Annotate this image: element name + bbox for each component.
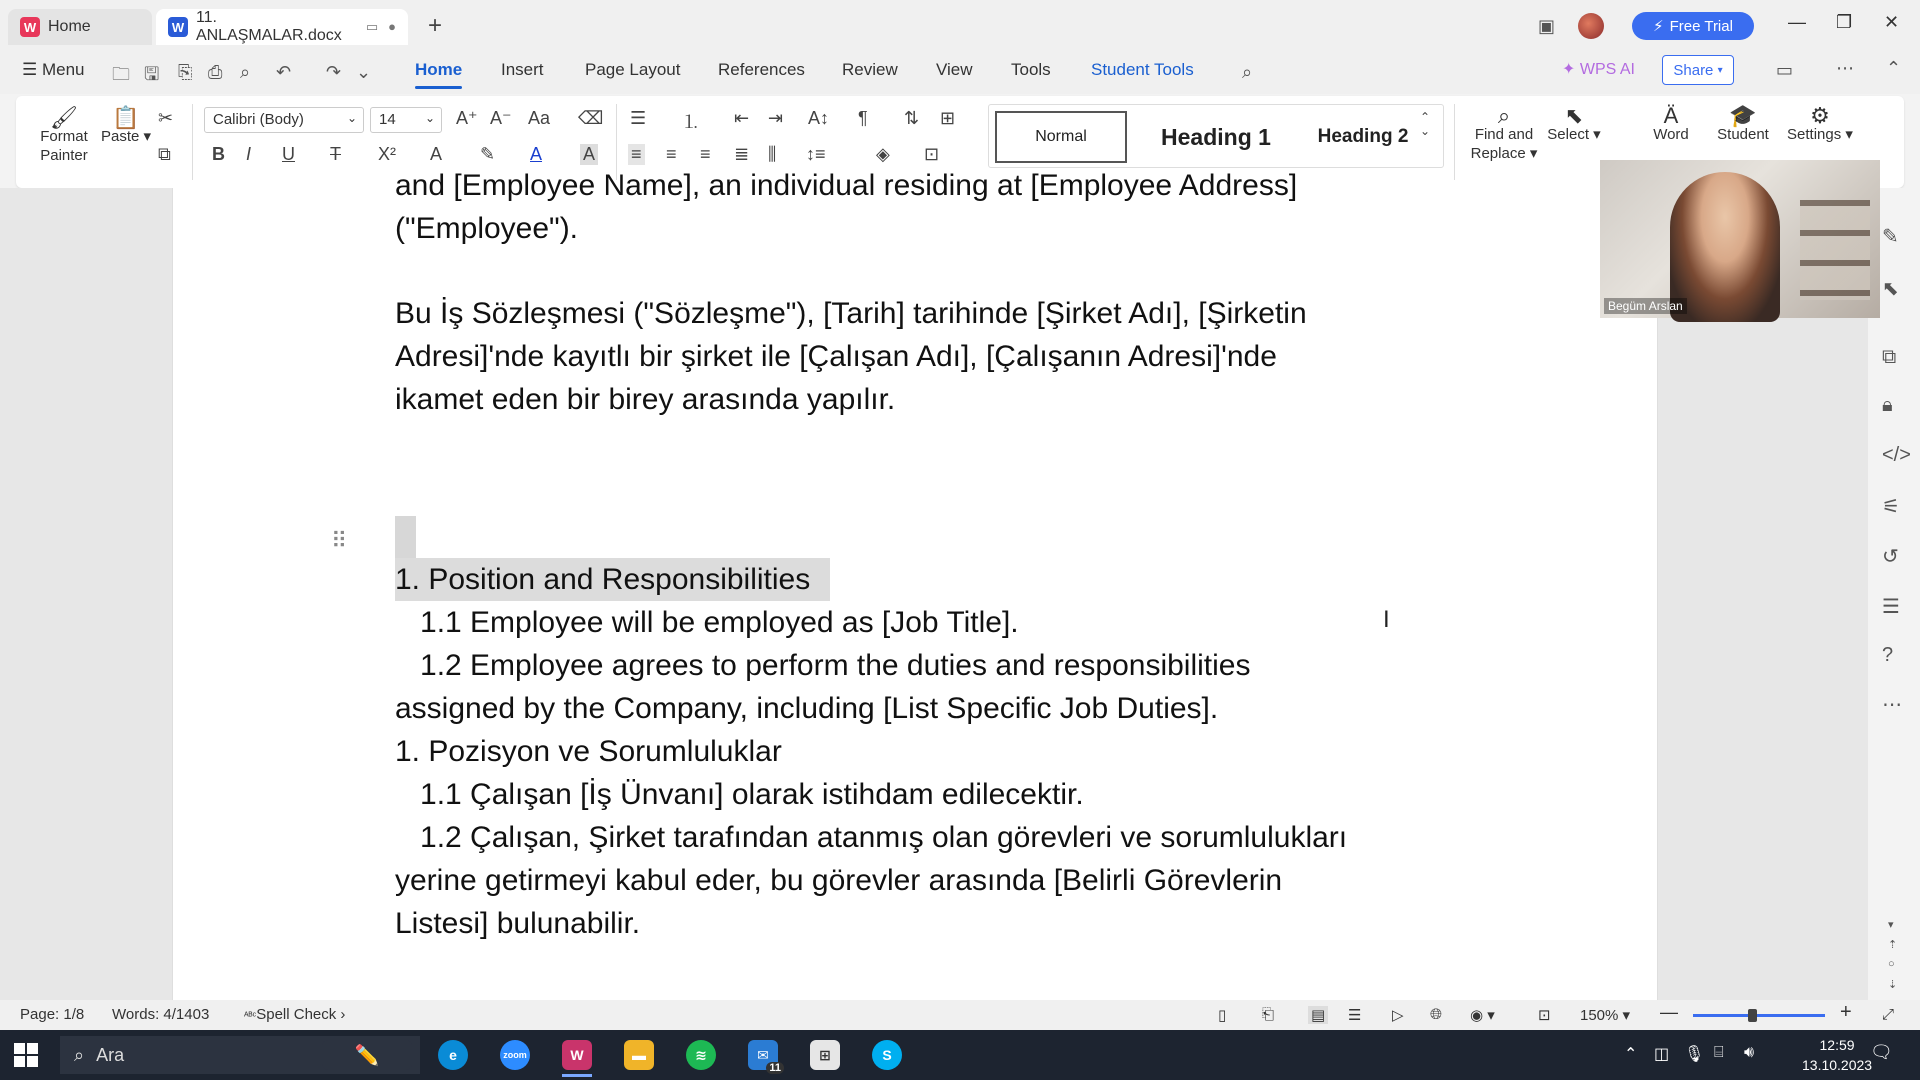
style-heading-2[interactable] bbox=[1295, 111, 1431, 163]
outline-icon[interactable]: ☰ bbox=[1882, 596, 1900, 618]
shrink-font-icon[interactable]: A⁻ bbox=[490, 108, 512, 128]
style-heading-1[interactable] bbox=[1141, 111, 1291, 163]
spotify-icon[interactable]: ≋ bbox=[686, 1040, 716, 1070]
doc-line: and [Employee Name], an individual residing at [Employee Address] bbox=[395, 169, 1298, 202]
history-icon[interactable]: ↺ bbox=[1882, 546, 1899, 568]
menu-label: Menu bbox=[41, 60, 85, 79]
bold-icon[interactable]: B bbox=[212, 144, 225, 164]
page-view-icon[interactable]: ▤ bbox=[1308, 1006, 1328, 1024]
collapse-ribbon-icon[interactable]: ⌃ bbox=[1886, 58, 1902, 78]
status-bar bbox=[0, 1000, 1920, 1030]
settings-label: Settings bbox=[1787, 126, 1842, 143]
styles-scroll-icon[interactable]: ⌃ ⌄ bbox=[1420, 110, 1431, 138]
taskbar-search-placeholder: Ara bbox=[96, 1044, 125, 1065]
font-size-select[interactable] bbox=[370, 107, 442, 133]
title-bar bbox=[0, 0, 1920, 52]
format-painter-button[interactable] bbox=[34, 105, 94, 165]
distributed-icon[interactable]: ⫼ bbox=[768, 144, 777, 164]
tab-tools[interactable]: Tools bbox=[1011, 60, 1051, 79]
style-normal-label: Normal bbox=[1035, 128, 1087, 145]
font-size-value: 14 bbox=[379, 111, 396, 128]
tab-stops-icon[interactable]: ⊞ bbox=[940, 108, 956, 128]
brush-icon: 🖌 bbox=[50, 105, 78, 130]
find-replace-button[interactable]: ⌕ Find and Replace ▾ bbox=[1456, 106, 1552, 163]
text-direction-icon[interactable]: A↕ bbox=[808, 108, 830, 128]
underline-icon[interactable]: U bbox=[282, 144, 295, 164]
fullscreen-icon[interactable]: ⤢ bbox=[1882, 1006, 1895, 1023]
doc-line: Bu İş Sözleşmesi ("Sözleşme"), [Tarih] tarihinde [Şirket Adı], [Şirketin bbox=[395, 297, 1307, 330]
word-label: Word bbox=[1653, 126, 1689, 143]
select-label: Select bbox=[1547, 126, 1589, 143]
char-shading-icon[interactable]: A bbox=[580, 144, 598, 165]
network-icon[interactable]: ⌸ bbox=[1714, 1044, 1724, 1061]
text-effect-icon[interactable]: A bbox=[430, 144, 443, 164]
windows-taskbar bbox=[0, 1030, 1920, 1080]
notification-icon[interactable]: 🗨︎ bbox=[1870, 1042, 1893, 1062]
word-icon: Ä bbox=[1663, 103, 1679, 128]
edge-icon[interactable]: e bbox=[438, 1040, 468, 1070]
doc-line: ikamet eden bir birey arasında yapılır. bbox=[395, 383, 896, 416]
doc-line: 1.1 Employee will be employed as [Job Title]. bbox=[395, 606, 1019, 639]
document-area bbox=[0, 169, 1880, 1000]
print-layout-icon[interactable]: ⎗ bbox=[1262, 1006, 1275, 1023]
spell-check-icon: ᴬᴮᶜ bbox=[244, 1011, 257, 1022]
styles-gallery bbox=[988, 104, 1444, 168]
zoom-slider-thumb[interactable] bbox=[1748, 1009, 1757, 1022]
search-icon[interactable]: ⌕ bbox=[1242, 62, 1253, 82]
zoom-in-button[interactable]: + bbox=[1840, 1001, 1852, 1023]
scroll-down-icon[interactable]: ▾ bbox=[1888, 919, 1894, 931]
spell-check-button[interactable]: ᴬᴮᶜSpell Check › bbox=[244, 1006, 346, 1023]
browse-object-icon[interactable]: ○ bbox=[1888, 958, 1895, 970]
italic-icon[interactable]: I bbox=[246, 144, 252, 164]
doc-line: 1.2 Employee agrees to perform the duties and responsibilities bbox=[395, 649, 1251, 682]
page-indicator[interactable]: Page: 1/8 bbox=[20, 1006, 85, 1023]
more-icon[interactable]: ⋯ bbox=[1882, 694, 1902, 716]
wps-logo-icon: W bbox=[20, 17, 40, 37]
doc-line: 1.1 Çalışan [İş Ünvanı] olarak istihdam edilecektir. bbox=[395, 778, 1084, 811]
tab-review[interactable]: Review bbox=[842, 60, 898, 79]
select-pointer-icon[interactable]: ⬉ bbox=[1882, 278, 1899, 300]
save-icon[interactable]: 🖫 bbox=[144, 64, 160, 84]
tab-insert[interactable]: Insert bbox=[501, 60, 544, 79]
weather-widget-icon: ✏️ bbox=[354, 1044, 380, 1067]
align-center-icon[interactable]: ≡ bbox=[666, 144, 677, 164]
grow-font-icon[interactable]: A⁺ bbox=[456, 108, 478, 128]
hamburger-icon: ☰ bbox=[22, 60, 38, 79]
style-heading-1-label: Heading 1 bbox=[1161, 123, 1271, 150]
align-right-icon[interactable]: ≡ bbox=[700, 144, 711, 164]
doc-line: assigned by the Company, including [List Specific Job Duties]. bbox=[395, 692, 1219, 725]
magnifier-icon: ⌕ bbox=[1497, 103, 1511, 128]
camera-icon[interactable]: ◫ bbox=[1654, 1046, 1670, 1063]
comment-icon[interactable]: ▭ bbox=[1776, 60, 1794, 80]
search-icon: ⌕ bbox=[74, 1044, 85, 1065]
style-heading-2-label: Heading 2 bbox=[1317, 126, 1409, 147]
volume-icon[interactable]: 🔊︎ bbox=[1744, 1044, 1755, 1061]
mail-icon[interactable]: ✉ 11 bbox=[748, 1040, 778, 1070]
menu-button[interactable] bbox=[22, 60, 85, 80]
free-trial-label: Free Trial bbox=[1669, 17, 1733, 35]
prev-page-icon[interactable]: ⇡ bbox=[1888, 939, 1898, 951]
free-trial-button[interactable] bbox=[1632, 12, 1754, 40]
chevron-down-icon: ▾ bbox=[1717, 64, 1723, 76]
settings-icon: ⚙ bbox=[1810, 103, 1830, 128]
store-icon[interactable]: ⊞ bbox=[810, 1040, 840, 1070]
strikethrough-icon[interactable]: T bbox=[330, 144, 341, 164]
clock-date: 13.10.2023 bbox=[1802, 1057, 1873, 1073]
numbering-icon[interactable]: ⒈ bbox=[682, 112, 700, 132]
windows-start-button[interactable] bbox=[14, 1043, 38, 1067]
drag-handle-icon[interactable]: ⠿ bbox=[331, 528, 346, 553]
read-mode-icon[interactable]: ▯ bbox=[1218, 1007, 1227, 1024]
zoom-select[interactable]: 150% ▾ bbox=[1580, 1007, 1631, 1024]
restore-button[interactable]: ❐ bbox=[1836, 12, 1853, 32]
tab-home[interactable] bbox=[8, 9, 152, 45]
export-icon[interactable]: ⎘ bbox=[178, 62, 193, 82]
tab-references[interactable]: References bbox=[718, 60, 805, 79]
unsaved-dot-icon[interactable]: ● bbox=[388, 19, 396, 34]
doc-line: Adresi]'nde kayıtlı bir şirket ile [Çalışan Adı], [Çalışanın Adresi]'nde bbox=[395, 340, 1277, 373]
settings-button[interactable]: ⚙ Settings ▾ bbox=[1780, 106, 1860, 144]
tab-view[interactable]: View bbox=[936, 60, 973, 79]
edit-icon[interactable]: ✎ bbox=[1882, 226, 1899, 248]
participant-name: Begüm Arslan bbox=[1604, 298, 1687, 314]
print-icon[interactable]: ⎙ bbox=[208, 62, 223, 82]
wps-ai-label: WPS AI bbox=[1579, 61, 1635, 78]
section-heading-en: 1. Position and Responsibilities bbox=[395, 558, 830, 601]
chevron-down-icon: ⌄ bbox=[424, 111, 435, 125]
wps-office-icon[interactable]: W bbox=[562, 1040, 592, 1070]
copy-panel-icon[interactable]: ⧉ bbox=[1882, 346, 1897, 368]
clipboard-icon: 📋 bbox=[112, 105, 140, 130]
more-icon[interactable]: ⋯ bbox=[1836, 58, 1854, 78]
clock-time: 12:59 bbox=[1819, 1037, 1855, 1053]
share-button[interactable] bbox=[1662, 55, 1734, 85]
new-tab-button[interactable]: + bbox=[428, 12, 443, 39]
tab-home-label: Home bbox=[48, 18, 91, 35]
zoom-icon[interactable]: zoom bbox=[500, 1040, 530, 1070]
zoom-value: 150% bbox=[1580, 1007, 1619, 1024]
selection-empty-line bbox=[395, 516, 416, 558]
monitor-icon[interactable]: ▭ bbox=[365, 19, 379, 34]
chevron-down-icon: ⌄ bbox=[346, 111, 357, 125]
outline-view-icon[interactable]: ☰ bbox=[1348, 1007, 1362, 1024]
find-replace-line2: Replace bbox=[1470, 145, 1526, 162]
student-label: Student bbox=[1717, 126, 1769, 143]
next-page-icon[interactable]: ⇣ bbox=[1888, 979, 1898, 991]
play-icon[interactable]: ▷ bbox=[1392, 1007, 1404, 1024]
font-name-select[interactable] bbox=[204, 107, 364, 133]
taskbar-widget[interactable] bbox=[322, 1040, 412, 1070]
document-page[interactable] bbox=[172, 169, 1658, 1000]
code-icon[interactable]: </> bbox=[1882, 444, 1911, 466]
select-button[interactable]: ⬉ Select ▾ bbox=[1538, 106, 1610, 144]
decrease-indent-icon[interactable]: ⇤ bbox=[734, 108, 750, 128]
zoom-slider[interactable] bbox=[1693, 1014, 1825, 1017]
file-explorer-icon[interactable]: ▬ bbox=[624, 1040, 654, 1070]
doc-line: Listesi] bulunabilir. bbox=[395, 907, 641, 940]
change-case-icon[interactable]: Aa bbox=[528, 108, 551, 128]
word-count[interactable]: Words: 4/1403 bbox=[112, 1006, 210, 1023]
paragraph-mark-icon[interactable]: ¶ bbox=[858, 108, 868, 128]
doc-line: yerine getirmeyi kabul eder, bu görevler arasında [Belirli Görevlerin bbox=[395, 864, 1283, 897]
divider bbox=[192, 104, 193, 180]
divider bbox=[1454, 104, 1455, 180]
sliders-icon[interactable]: ⚟ bbox=[1882, 496, 1900, 518]
bullets-icon[interactable]: ☰ bbox=[630, 108, 647, 128]
clear-format-icon[interactable]: ⌫ bbox=[578, 108, 604, 128]
find-replace-line1: Find and bbox=[1474, 126, 1534, 143]
close-button[interactable]: ✕ bbox=[1884, 12, 1900, 32]
word-count-button[interactable] bbox=[1636, 103, 1706, 144]
justify-icon[interactable]: ≣ bbox=[734, 144, 750, 164]
customize-chevron-icon[interactable]: ⌄ bbox=[356, 62, 372, 82]
share-label: Share bbox=[1673, 61, 1714, 79]
shading-icon[interactable]: ◈ bbox=[876, 144, 890, 164]
doc-line: 1.2 Çalışan, Şirket tarafından atanmış olan görevleri ve sorumlulukları bbox=[395, 821, 1348, 854]
font-name-value: Calibri (Body) bbox=[213, 111, 304, 128]
fit-page-icon[interactable]: ⊡ bbox=[1538, 1007, 1551, 1024]
spell-check-label: Spell Check bbox=[256, 1006, 337, 1023]
paste-button[interactable]: 📋 Paste ▾ bbox=[96, 108, 156, 146]
system-clock[interactable] bbox=[1802, 1035, 1872, 1075]
minimize-button[interactable]: — bbox=[1788, 12, 1806, 32]
open-folder-icon[interactable]: 🗀 bbox=[112, 64, 130, 84]
borders-icon[interactable]: ⊡ bbox=[924, 144, 940, 164]
lock-icon[interactable]: 🔒︎ bbox=[1882, 394, 1893, 416]
microphone-icon[interactable]: 🎙︎ bbox=[1684, 1046, 1705, 1063]
eye-protection-icon[interactable]: ◉ ▾ bbox=[1470, 1007, 1495, 1024]
student-button[interactable] bbox=[1706, 103, 1780, 144]
skype-icon[interactable]: S bbox=[872, 1040, 902, 1070]
tab-home-menu[interactable]: Home bbox=[415, 60, 463, 79]
video-call-thumbnail[interactable] bbox=[1600, 160, 1880, 318]
word-doc-icon: W bbox=[168, 17, 188, 37]
format-painter-line2: Painter bbox=[40, 147, 88, 164]
sort-icon[interactable]: ⇅ bbox=[904, 108, 920, 128]
web-layout-icon[interactable]: 🌐︎ bbox=[1430, 1006, 1443, 1023]
zoom-out-button[interactable]: — bbox=[1660, 1002, 1678, 1022]
tab-student-tools[interactable]: Student Tools bbox=[1091, 60, 1194, 79]
increase-indent-icon[interactable]: ⇥ bbox=[768, 108, 784, 128]
align-left-icon[interactable]: ≡ bbox=[628, 144, 645, 165]
copy-icon[interactable]: ⧉ bbox=[158, 144, 171, 164]
style-normal[interactable] bbox=[995, 111, 1127, 163]
avatar[interactable] bbox=[1578, 12, 1604, 40]
help-icon[interactable]: ? bbox=[1882, 644, 1894, 666]
doc-line: ("Employee"). bbox=[395, 212, 579, 245]
superscript-icon[interactable]: X² bbox=[378, 144, 396, 164]
wps-ai-icon: ✦ bbox=[1562, 61, 1576, 78]
cursor-icon: ⬉ bbox=[1564, 103, 1584, 128]
tab-document[interactable] bbox=[156, 9, 408, 45]
mail-badge: 11 bbox=[766, 1062, 784, 1074]
section-heading-tr: 1. Pozisyon ve Sorumluluklar bbox=[395, 735, 782, 768]
tab-page-layout[interactable]: Page Layout bbox=[585, 60, 681, 79]
bookshelf-background bbox=[1800, 200, 1870, 300]
undo-icon[interactable]: ↶ bbox=[276, 62, 292, 82]
wps-ai-button[interactable] bbox=[1562, 59, 1635, 79]
format-painter-line1: Format bbox=[40, 128, 88, 145]
line-spacing-icon[interactable]: ↕≡ bbox=[806, 144, 826, 164]
tab-document-label: 11. ANLAŞMALAR.docx bbox=[195, 9, 342, 44]
tray-chevron-icon[interactable]: ⌃ bbox=[1624, 1046, 1638, 1063]
highlight-icon[interactable]: ✎ bbox=[480, 144, 496, 164]
redo-icon[interactable]: ↷ bbox=[326, 62, 342, 82]
cut-icon[interactable]: ✂ bbox=[158, 108, 174, 128]
paste-label: Paste bbox=[100, 128, 140, 145]
font-color-icon[interactable]: A bbox=[530, 144, 543, 164]
print-preview-icon[interactable]: ⌕ bbox=[240, 62, 251, 82]
lightning-icon: ⚡ bbox=[1653, 18, 1664, 35]
text-cursor-icon: I bbox=[1383, 606, 1390, 633]
graduation-cap-icon: 🎓 bbox=[1729, 103, 1757, 128]
layout-icon[interactable]: ▣ bbox=[1538, 15, 1556, 36]
